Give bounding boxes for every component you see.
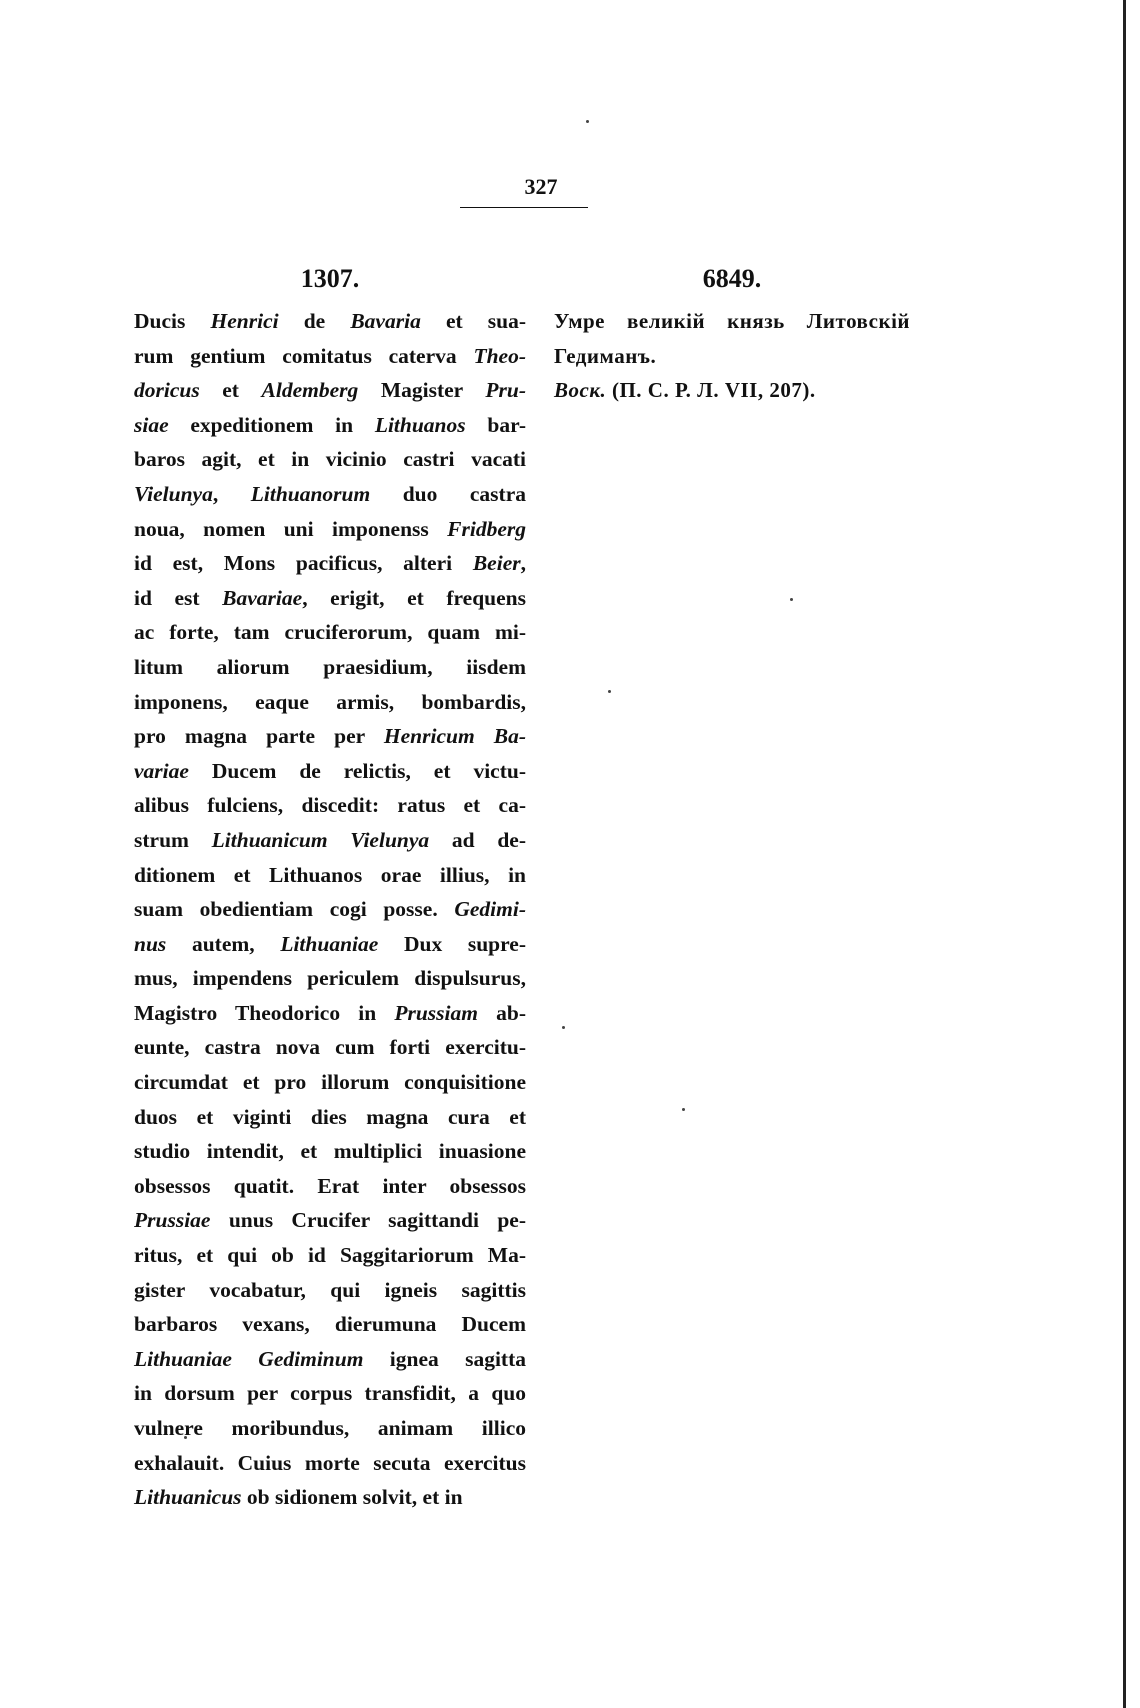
text-line: [554, 304, 910, 339]
italic-text: Pru-: [485, 378, 526, 403]
italic-text: Lithuanorum: [250, 481, 371, 506]
text-segment: pro magna parte per: [134, 724, 384, 749]
text-line: [554, 339, 910, 374]
text-line: [134, 1065, 526, 1100]
text-segment: in dorsum per corpus transfidit, a quo: [134, 1381, 526, 1406]
italic-text: Henricum Ba-: [383, 724, 526, 749]
italic-text: Gedimi-: [454, 897, 526, 922]
text-line: [134, 1030, 526, 1065]
text-line: [134, 1446, 526, 1481]
text-segment: alibus fulciens, discedit: ratus et ca-: [134, 793, 526, 818]
italic-text: doricus: [134, 378, 200, 403]
text-segment: baros agit, et in vicinio castri vacati: [134, 447, 526, 472]
scan-speck: [586, 120, 589, 123]
italic-text: Lithuanicum Vielunya: [211, 827, 430, 852]
text-segment: studio intendit, et multiplici inuasione: [134, 1139, 526, 1164]
text-line: [134, 1203, 526, 1238]
text-line: [134, 1376, 526, 1411]
text-line: [134, 1480, 526, 1515]
text-segment: ,: [212, 481, 251, 506]
text-segment: ritus, et qui ob id Saggitariorum Ma-: [134, 1243, 526, 1268]
text-line: [134, 339, 526, 374]
page-number-rule: [460, 207, 588, 208]
text-segment: Умре великій князь Литовскій: [554, 309, 910, 333]
text-line: [134, 1100, 526, 1135]
text-line: [134, 685, 526, 720]
italic-text: Lithuanicus: [134, 1485, 242, 1510]
russian-column: [554, 262, 910, 408]
text-segment: suam obedientiam cogi posse.: [134, 897, 455, 922]
text-line: [134, 996, 526, 1031]
text-segment: autem,: [166, 931, 281, 956]
text-segment: et sua-: [420, 309, 527, 333]
text-segment: Гедиманъ.: [554, 343, 657, 368]
scan-speck: [562, 1026, 565, 1029]
scan-speck: [608, 690, 611, 693]
text-segment: ad de-: [429, 827, 526, 852]
text-line: [134, 1342, 526, 1377]
text-segment: barbaros vexans, dierumuna Ducem: [134, 1312, 526, 1337]
text-segment: litum aliorum praesidium, iisdem: [134, 654, 526, 679]
text-line: [134, 1411, 526, 1446]
text-line: [554, 373, 910, 408]
scan-speck: [682, 1108, 685, 1111]
text-line: [134, 1134, 526, 1169]
page-number: 327: [524, 174, 558, 199]
text-segment: Ducis: [134, 309, 211, 333]
text-segment: ob sidionem solvit, et in: [241, 1485, 463, 1510]
text-line: [134, 304, 526, 339]
text-line: [134, 892, 526, 927]
text-line: [134, 581, 526, 616]
text-line: [134, 615, 526, 650]
russian-text-lines: [554, 304, 910, 408]
italic-text: Fridberg: [447, 516, 526, 541]
italic-text: Henrici: [210, 309, 279, 333]
text-line: [134, 650, 526, 685]
text-segment: imponens, eaque armis, bombardis,: [134, 689, 526, 714]
text-line: [134, 719, 526, 754]
text-segment: Magistro Theodorico in: [134, 1000, 395, 1025]
text-line: [134, 1169, 526, 1204]
italic-text: Vielunya: [134, 481, 213, 506]
text-segment: bar-: [465, 412, 526, 437]
text-segment: Dux supre-: [378, 931, 526, 956]
text-line: [134, 788, 526, 823]
text-segment: ab-: [477, 1000, 526, 1025]
text-segment: vulnere moribundus, animam illico: [134, 1416, 526, 1440]
text-segment: noua, nomen uni imponenss: [134, 516, 448, 541]
italic-text: siae: [134, 412, 169, 437]
text-line: [134, 408, 526, 443]
text-segment: et: [199, 378, 262, 403]
text-segment: gister vocabatur, qui igneis sagittis: [134, 1277, 526, 1302]
text-segment: ignea sagitta: [363, 1346, 526, 1371]
text-segment: expeditionem in: [168, 412, 375, 437]
italic-text: Theo-: [473, 343, 526, 368]
italic-text: Lithuaniae: [280, 931, 379, 956]
latin-year-heading: 1307.: [300, 264, 360, 293]
italic-text: Lithuaniae Gediminum: [134, 1346, 364, 1371]
text-line: [134, 512, 526, 547]
text-segment: , erigit, et frequens: [302, 585, 526, 610]
italic-text: Bavaria: [350, 309, 421, 333]
text-segment: mus, impendens periculem dispulsurus,: [134, 966, 526, 991]
italic-text: variae: [134, 758, 189, 783]
text-line: [134, 477, 526, 512]
text-segment: duo castra: [370, 481, 527, 506]
text-segment: Magister: [358, 378, 486, 403]
latin-column: [134, 262, 526, 1515]
italic-text: Prussiae: [134, 1208, 211, 1233]
text-segment: id est: [134, 585, 223, 610]
scan-speck: [790, 598, 793, 601]
text-segment: obsessos quatit. Erat inter obsessos: [134, 1173, 526, 1198]
italic-text: Aldemberg: [261, 378, 359, 403]
text-segment: de: [278, 309, 351, 333]
text-segment: (П. С. Р. Л. VII, 207).: [606, 378, 816, 403]
text-line: [134, 823, 526, 858]
text-segment: ditionem et Lithuanos orae illius, in: [134, 862, 526, 887]
text-line: [134, 1238, 526, 1273]
text-segment: circumdat et pro illorum conquisitione: [134, 1070, 526, 1095]
text-line: [134, 754, 526, 789]
text-line: [134, 858, 526, 893]
italic-text: Lithuanos: [374, 412, 466, 437]
text-line: [134, 927, 526, 962]
text-segment: eunte, castra nova cum forti exercitu-: [134, 1035, 526, 1060]
russian-year-heading: 6849.: [702, 264, 762, 293]
text-segment: duos et viginti dies magna cura et: [134, 1104, 526, 1129]
text-segment: id est, Mons pacificus, alteri: [134, 551, 473, 576]
text-line: [134, 1273, 526, 1308]
italic-text: Beier: [472, 551, 521, 576]
page-edge-line: [1123, 0, 1126, 1708]
text-line: [134, 961, 526, 996]
italic-text: nus: [134, 931, 167, 956]
italic-text: Воск.: [554, 378, 607, 403]
text-line: [134, 1307, 526, 1342]
text-segment: ,: [520, 551, 526, 576]
text-segment: unus Crucifer sagittandi pe-: [210, 1208, 526, 1233]
text-segment: exhalauit. Cuius morte secuta exercitus: [134, 1450, 526, 1475]
text-segment: Ducem de relictis, et victu-: [188, 758, 526, 783]
text-segment: strum: [134, 827, 212, 852]
text-segment: ac forte, tam cruciferorum, quam mi-: [134, 620, 526, 645]
italic-text: Prussiam: [394, 1000, 478, 1025]
text-line: [134, 373, 526, 408]
text-segment: rum gentium comitatus caterva: [134, 343, 474, 368]
italic-text: Bavariae: [222, 585, 303, 610]
text-line: [134, 546, 526, 581]
latin-text-lines: [134, 304, 526, 1515]
text-line: [134, 442, 526, 477]
